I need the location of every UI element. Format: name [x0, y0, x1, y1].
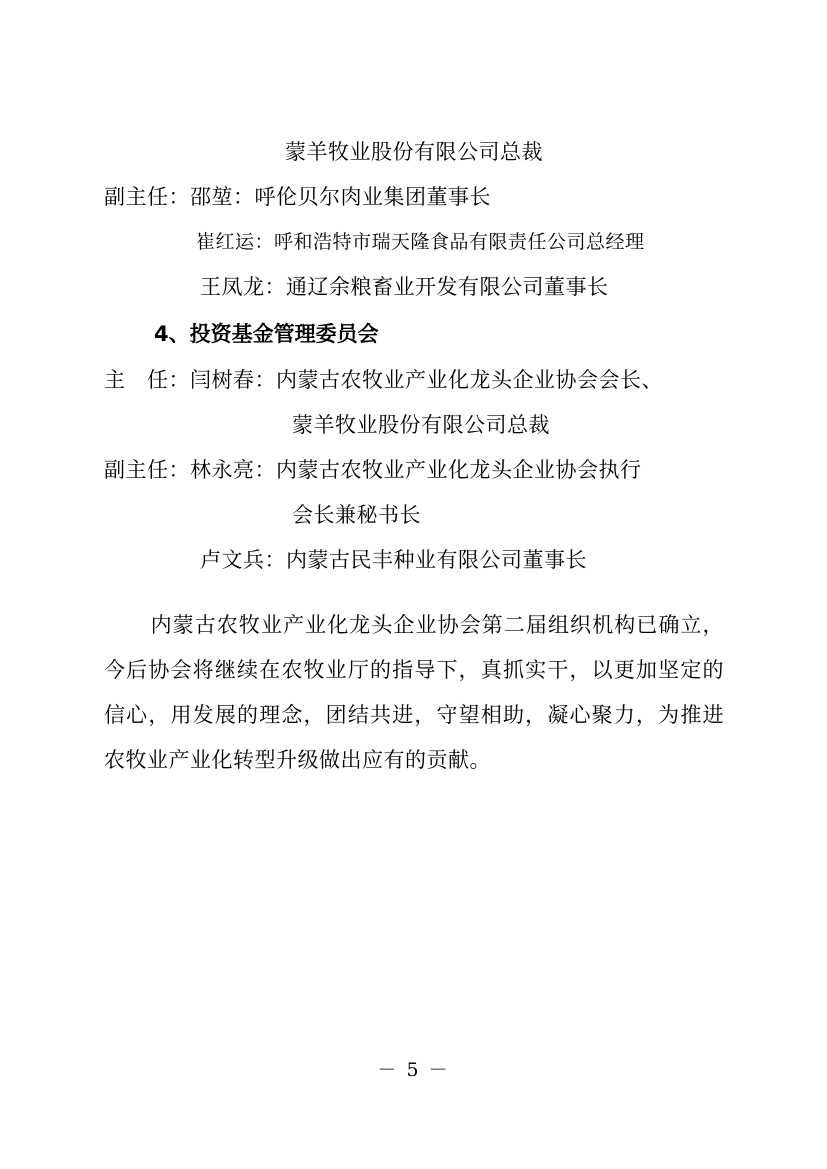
- text-line: 副主任：林永亮：内蒙古农牧业产业化龙头企业协会执行: [104, 458, 642, 482]
- text-line: 会长兼秘书长: [292, 503, 421, 527]
- text-line: 卢文兵：内蒙古民丰种业有限公司董事长: [200, 548, 587, 572]
- page-number: － 5 －: [377, 1059, 450, 1081]
- text-line: 蒙羊牧业股份有限公司总裁: [292, 413, 550, 437]
- section-heading: 4、投资基金管理委员会: [154, 322, 379, 346]
- text-line: 副主任：邵堃：呼伦贝尔肉业集团董事长: [104, 185, 491, 209]
- text-line: 崔红运：呼和浩特市瑞天隆食品有限责任公司总经理: [196, 231, 645, 253]
- document-body: [104, 130, 724, 783]
- text-line: 蒙羊牧业股份有限公司总裁: [285, 140, 543, 164]
- closing-paragraph: [104, 603, 724, 783]
- text-line: 王凤龙：通辽余粮畜业开发有限公司董事长: [200, 275, 609, 299]
- paragraph-text: 内蒙古农牧业产业化龙头企业协会第二届组织机构已确立，今后协会将继续在农牧业厅的指导下，真抓实干，以更加坚定的信心，用发展的理念，团结共进，守望相助，凝心聚力，为推进农牧业产业化转型升级做出应有的贡献。: [104, 613, 724, 772]
- text-line: 主 任：闫树春：内蒙古农牧业产业化龙头企业协会会长、: [104, 368, 663, 392]
